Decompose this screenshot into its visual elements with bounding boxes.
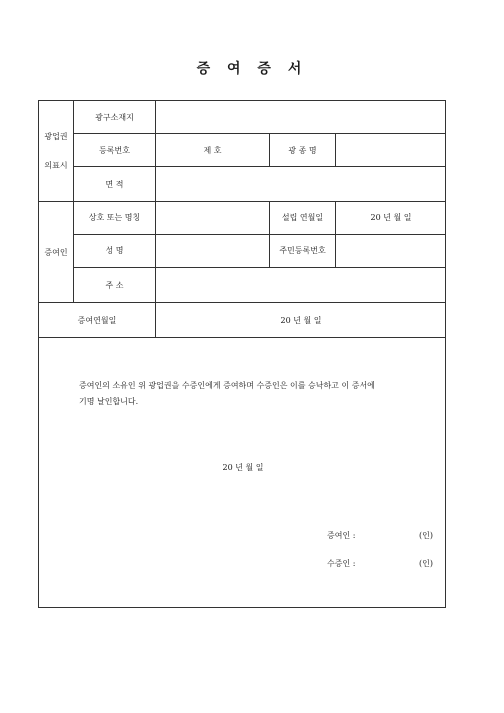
statement-date[interactable]: 20 년 월 일 [222,463,264,472]
column-divider [73,101,74,302]
statement-line-2: 기명 날인합니다. [79,397,139,406]
column-divider [335,133,336,166]
mining-right-group-label-line1: 광업권 [44,132,68,141]
reg-no-label: 등록번호 [99,146,130,155]
row-divider [74,234,446,235]
name-label: 성 명 [105,246,124,255]
row-divider [39,201,446,202]
document-title: 증 여 증 서 [196,61,308,77]
row-divider [74,267,446,268]
donor-group-label: 증여인 [44,248,68,257]
mineral-label: 광 종 명 [288,146,317,155]
established-value[interactable]: 20 년 월 일 [370,213,412,222]
donor-sign-label: 증여인 : [327,531,356,540]
recipient-sign-label: 수증인 : [327,559,356,568]
row-divider [74,133,446,134]
column-divider [155,101,156,337]
gift-date-label: 증여연월일 [77,316,117,325]
location-label: 광구소재지 [95,113,134,122]
row-divider [39,337,446,338]
recipient-seal[interactable]: (인) [419,559,433,568]
column-divider [269,201,270,267]
column-divider [335,201,336,267]
row-divider [39,302,446,303]
gift-deed-table [38,100,446,608]
donor-seal[interactable]: (인) [419,531,433,540]
mining-right-group-label-line2: 의표시 [44,161,68,170]
statement-line-1: 증여인의 소유인 위 광업권을 수증인에게 증여하며 수증인은 이를 승낙하고 이 증서에 [79,381,375,390]
address-label: 주 소 [105,281,124,290]
trade-name-label: 상호 또는 명칭 [88,213,141,222]
resident-no-label: 주민등록번호 [279,246,326,255]
gift-date-value[interactable]: 20 년 월 일 [280,316,322,325]
area-label: 면 적 [105,180,124,189]
established-label: 설립 연월일 [281,213,324,222]
row-divider [74,166,446,167]
reg-no-value[interactable]: 제 호 [203,146,222,155]
